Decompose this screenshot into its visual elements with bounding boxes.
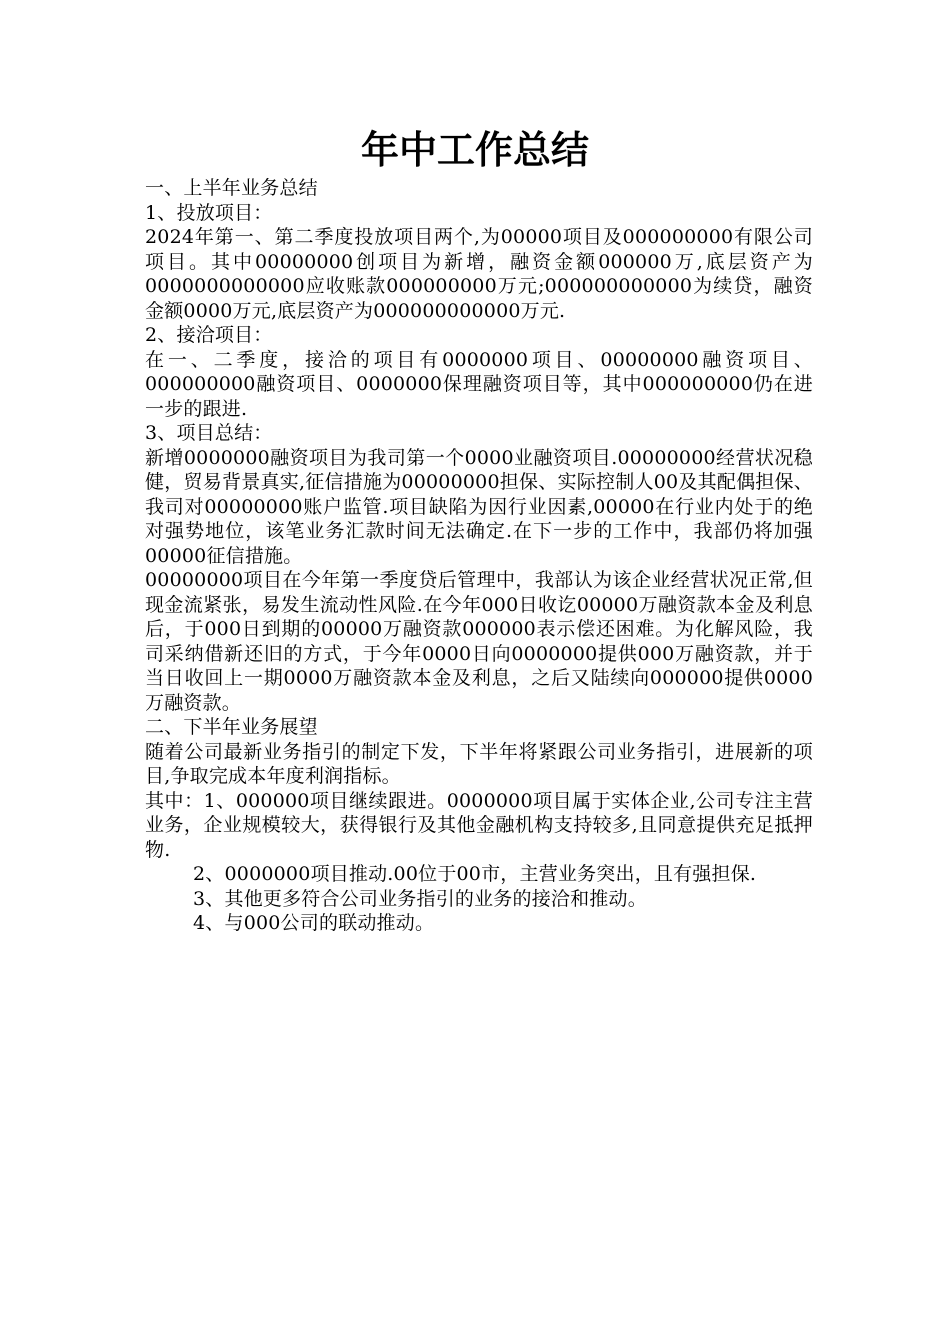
paragraph-investment-projects: 2024年第一、第二季度投放项目两个,为00000项目及000000000有限公司项目。其中00000000创项目为新增，融资金额000000万,底层资产为0000000000000应收账款000000000万元;000000000000为续贷，融资金额0000万元,底层资产为000000000000万元. — [145, 226, 813, 322]
paragraph-negotiated-projects: 在一、二季度，接洽的项目有0000000项目、00000000融资项目、000000000融资项目、0000000保理融资项目等，其中000000000仍在进一步的跟进. — [145, 348, 813, 420]
section-heading-first-half: 一、上半年业务总结 — [145, 177, 318, 199]
subheading-project-summary: 3、项目总结： — [145, 422, 273, 444]
section-heading-second-half: 二、下半年业务展望 — [145, 716, 318, 738]
list-item: 3、其他更多符合公司业务指引的业务的接洽和推动。 — [193, 887, 647, 910]
paragraph-project-summary-new: 新增0000000融资项目为我司第一个0000业融资项目.00000000经营状况稳健，贸易背景真实,征信措施为00000000担保、实际控制人00及其配偶担保、我司对00000000账户监管.项目缺陷为因行业因素,00000在行业内处于的绝对强势地位，该笔业务汇款时间无法确定.在下一步的工作中，我部仍将加强00000征信措施。 — [145, 446, 813, 567]
list-item: 4、与000公司的联动推动。 — [193, 912, 435, 934]
subheading-investment-projects: 1、投放项目： — [145, 201, 273, 224]
document-body — [145, 176, 813, 936]
list-item: 2、0000000项目推动.00位于00市，主营业务突出，且有强担保. — [193, 863, 757, 885]
paragraph-outlook-item-1: 其中：1、000000项目继续跟进。0000000项目属于实体企业,公司专注主营业务，企业规模较大，获得银行及其他金融机构支持较多,且同意提供充足抵押物. — [145, 789, 813, 861]
paragraph-project-summary-loan: 00000000项目在今年第一季度贷后管理中，我部认为该企业经营状况正常,但现金流紧张，易发生流动性风险.在今年000日收讫00000万融资款本金及利息后，于000日到期的00000万融资款000000表示偿还困难。为化解风险，我司采纳借新还旧的方式，于今年0000日向0000000提供000万融资款，并于当日收回上一期0000万融资款本金及利息，之后又陆续向000000提供0000万融资款。 — [145, 569, 813, 714]
paragraph-outlook: 随着公司最新业务指引的制定下发，下半年将紧跟公司业务指引，进展新的项目,争取完成本年度利润指标。 — [145, 740, 813, 787]
document-title: 年中工作总结 — [360, 128, 589, 172]
subheading-negotiated-projects: 2、接洽项目： — [145, 324, 273, 346]
